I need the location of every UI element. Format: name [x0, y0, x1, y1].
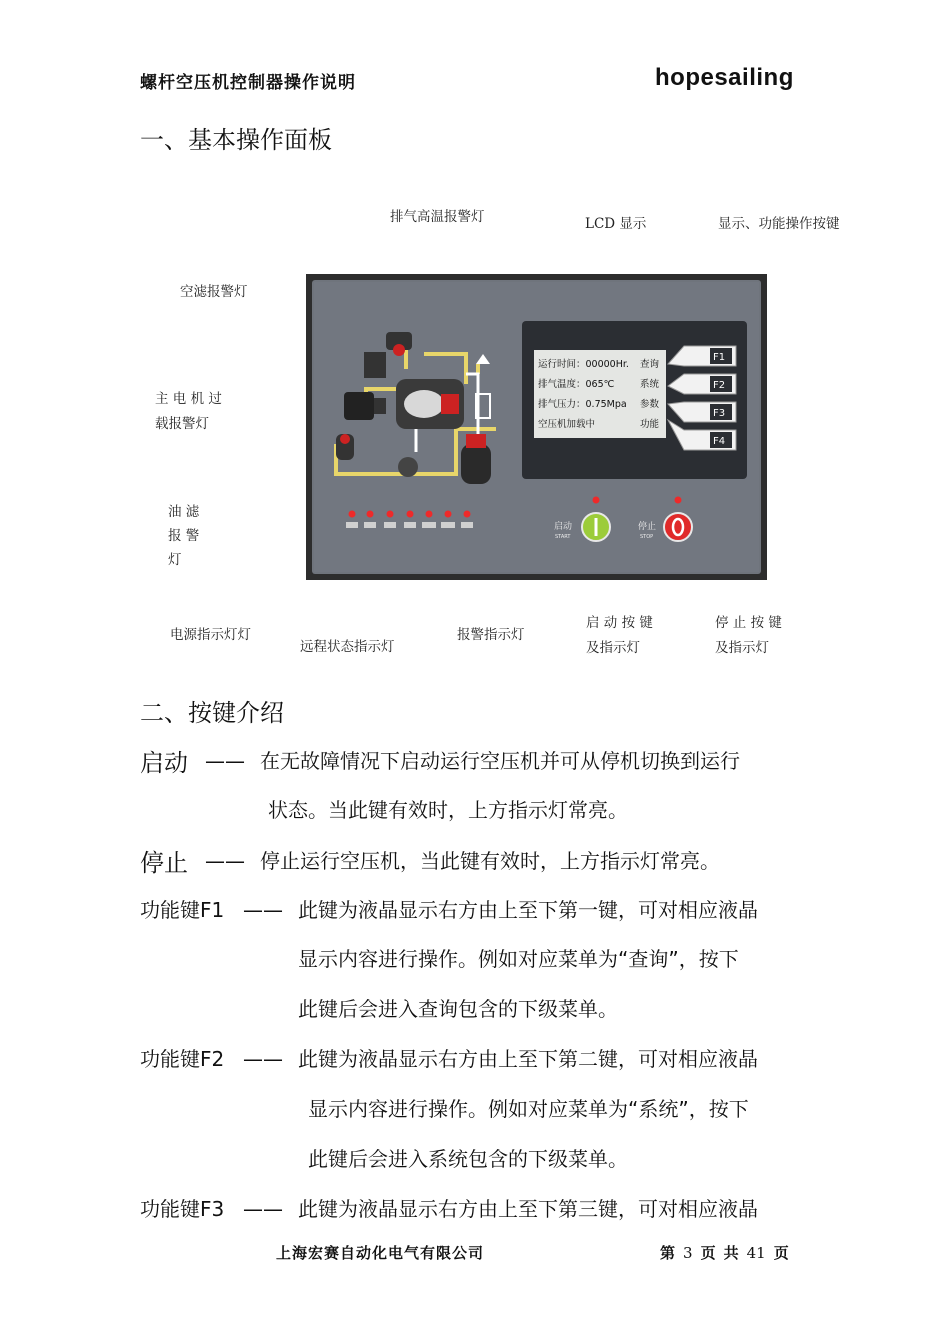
- label-stop-key-1: 停 止 按 键: [715, 615, 782, 631]
- label-lcd: LCD 显示: [585, 216, 647, 232]
- page-word: 第: [660, 1244, 676, 1262]
- section1-title: 一、基本操作面板: [140, 126, 332, 154]
- key-start-name: 启动: [140, 749, 188, 777]
- lcd-menu-item: 参数: [640, 399, 660, 410]
- key-start-dash: ——: [205, 749, 245, 773]
- separator-icon: [461, 444, 491, 484]
- label-display-keys: 显示、功能操作按键: [718, 216, 840, 232]
- total-unit: 页: [773, 1244, 789, 1262]
- key-f1-name: 功能键F1: [140, 898, 225, 922]
- key-stop-desc-1: 停止运行空压机，当此键有效时，上方指示灯常亮。: [260, 849, 720, 873]
- total-word: 共: [723, 1244, 739, 1262]
- label-motor-overload-2: 载报警灯: [155, 416, 209, 432]
- label-oil-filter-2: 报 警: [168, 528, 200, 544]
- stop-indicator-led: [675, 497, 682, 504]
- start-en-label: START: [555, 534, 571, 540]
- cooler-icon: [398, 457, 418, 477]
- label-start-key-2: 及指示灯: [586, 640, 640, 656]
- key-f1-dash: ——: [243, 898, 283, 922]
- stop-button-image: [664, 513, 692, 541]
- key-f1-desc-1: 此键为液晶显示右方由上至下第一键，可对相应液晶: [298, 898, 758, 922]
- motor-icon: [344, 392, 374, 420]
- key-f2-dash: ——: [243, 1047, 283, 1071]
- label-remote: 远程状态指示灯: [300, 639, 395, 655]
- stop-label: 停止: [638, 522, 657, 532]
- label-stop-key-2: 及指示灯: [715, 640, 769, 656]
- lcd-line: 运行时间：00000Hr.: [538, 359, 629, 370]
- page-num: 3: [683, 1244, 693, 1262]
- f4-key-label: F4: [713, 436, 726, 447]
- document-title: 螺杆空压机控制器操作说明: [140, 73, 356, 93]
- key-f1-desc-3: 此键后会进入查询包含的下级菜单。: [298, 997, 618, 1021]
- lcd-line: 排气压力：0.75Mpa: [538, 399, 627, 410]
- section2-title: 二、按键介绍: [140, 699, 284, 727]
- start-indicator-led: [593, 497, 600, 504]
- lcd-line: 空压机加载中: [538, 419, 596, 430]
- f3-key-label: F3: [713, 408, 726, 419]
- key-f3-desc-1: 此键为液晶显示右方由上至下第三键，可对相应液晶: [298, 1197, 758, 1221]
- key-start-desc-2: 状态。当此键有效时，上方指示灯常亮。: [268, 798, 628, 822]
- f1-key-label: F1: [713, 352, 726, 363]
- key-f2-desc-1: 此键为液晶显示右方由上至下第二键，可对相应液晶: [298, 1047, 758, 1071]
- page-unit: 页: [700, 1244, 716, 1262]
- lcd-menu-item: 查询: [640, 359, 660, 370]
- label-power: 电源指示灯灯: [170, 627, 251, 643]
- footer-company: 上海宏赛自动化电气有限公司: [276, 1244, 485, 1262]
- brand-logo: hopesailing: [655, 64, 794, 91]
- key-f3-name: 功能键F3: [140, 1197, 225, 1221]
- key-start-desc-1: 在无故障情况下启动运行空压机并可从停机切换到运行: [260, 749, 740, 773]
- stop-en-label: STOP: [640, 534, 654, 540]
- lcd-line: 排气温度：065℃: [538, 379, 615, 390]
- label-motor-overload-1: 主 电 机 过: [155, 391, 222, 407]
- key-f3-dash: ——: [243, 1197, 283, 1221]
- footer-page-number: [656, 1242, 793, 1263]
- key-f2-desc-3: 此键后会进入系统包含的下级菜单。: [308, 1147, 628, 1171]
- label-exhaust-temp: 排气高温报警灯: [390, 209, 485, 225]
- key-f2-desc-2: 显示内容进行操作。例如对应菜单为“系统”，按下: [308, 1097, 749, 1121]
- control-panel-image: [306, 274, 767, 580]
- lcd-menu-item: 功能: [640, 419, 660, 430]
- start-label: 启动: [554, 522, 573, 532]
- lcd-menu-item: 系统: [640, 379, 660, 390]
- key-stop-dash: ——: [205, 849, 245, 873]
- key-stop-name: 停止: [140, 849, 188, 877]
- label-oil-filter-3: 灯: [168, 552, 182, 568]
- label-oil-filter-1: 油 滤: [168, 504, 200, 520]
- label-alarm: 报警指示灯: [457, 627, 525, 643]
- key-f2-name: 功能键F2: [140, 1047, 225, 1071]
- label-air-filter: 空滤报警灯: [180, 284, 248, 300]
- key-f1-desc-2: 显示内容进行操作。例如对应菜单为“查询”，按下: [298, 947, 739, 971]
- total-num: 41: [746, 1244, 766, 1262]
- label-start-key-1: 启 动 按 键: [586, 615, 653, 631]
- f2-key-label: F2: [713, 380, 726, 391]
